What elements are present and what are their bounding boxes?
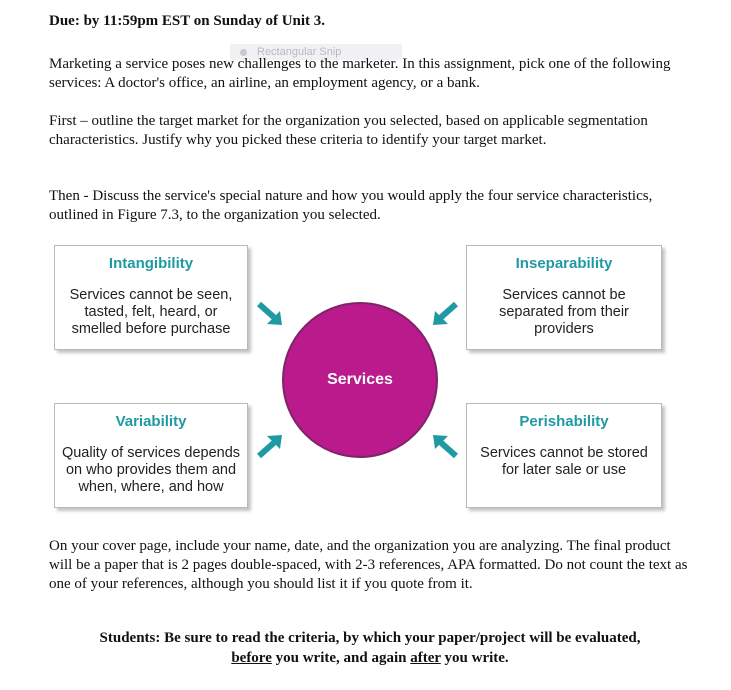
arrow-up-right-icon [255, 430, 287, 460]
inseparability-line: separated from their [499, 304, 629, 320]
inseparability-box [466, 245, 662, 350]
students-note [60, 628, 680, 668]
first-paragraph: First – outline the target market for the organization you selected, based on applicable segmentation characteristics. Justify why you picked these criteria to identify your target market. [49, 113, 648, 148]
perishability-box [466, 403, 662, 508]
after-word: after [410, 650, 441, 666]
due-date: Due: by 11:59pm EST on Sunday of Unit 3. [49, 13, 326, 29]
arrow-down-left-icon [428, 300, 460, 330]
perishability-title: Perishability [519, 413, 609, 430]
perishability-line: for later sale or use [501, 462, 627, 478]
intangibility-title: Intangibility [108, 255, 194, 272]
intro-paragraph: Marketing a service poses new challenges to the marketer. In this assignment, pick one of the following services: A doctor's office, an airline, an employment agency, or a bank. [49, 56, 671, 91]
variability-title: Variability [115, 413, 187, 430]
intangibility-box [54, 245, 248, 350]
students-line-1: Students: Be sure to read the criteria, by which your paper/project will be evaluated, [99, 630, 641, 646]
variability-line: when, where, and how [78, 479, 224, 495]
services-circle [282, 302, 438, 458]
intangibility-line: smelled before purchase [71, 321, 231, 337]
inseparability-line: Services cannot be [502, 287, 626, 303]
perishability-line: Services cannot be stored [480, 445, 648, 461]
cover-paragraph: On your cover page, include your name, date, and the organization you are analyzing. The final product will be a paper that is 2 pages double-spaced, with 2-3 references, APA formatted. Do not count the text as one of your references, although you should list it if you quote from it. [49, 538, 688, 592]
variability-box [54, 403, 248, 508]
before-word: before [231, 650, 272, 666]
intangibility-line: tasted, felt, heard, or [84, 304, 218, 320]
inseparability-line: providers [534, 321, 594, 337]
students-mid: you write, and again [271, 650, 411, 666]
variability-line: Quality of services depends [61, 445, 241, 461]
snip-label: Rectangular Snip [257, 46, 342, 58]
students-line-2 [60, 648, 680, 668]
arrow-down-right-icon [255, 300, 287, 330]
arrow-up-left-icon [428, 430, 460, 460]
variability-line: on who provides them and [65, 462, 237, 478]
inseparability-title: Inseparability [515, 255, 613, 272]
students-end: you write. [440, 650, 509, 666]
intangibility-line: Services cannot be seen, [69, 287, 233, 303]
services-label: Services [327, 371, 393, 388]
then-paragraph: Then - Discuss the service's special nature and how you would apply the four service characteristics, outlined in Figure 7.3, to the organization you selected. [49, 188, 653, 223]
